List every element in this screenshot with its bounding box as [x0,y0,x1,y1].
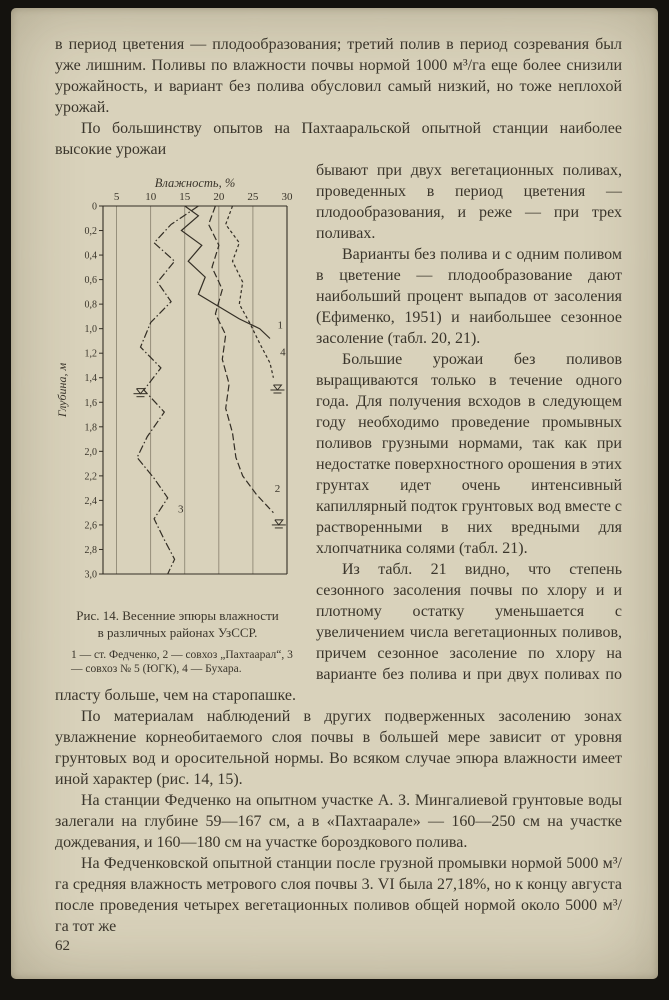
svg-text:2: 2 [274,482,281,495]
svg-text:4: 4 [280,346,286,359]
svg-text:1,6: 1,6 [84,397,97,409]
svg-text:1: 1 [277,319,283,332]
svg-text:2,0: 2,0 [84,446,97,458]
svg-text:0,8: 0,8 [84,299,97,311]
paragraph-5: Из табл. 21 видно, что степень сезонного засоления почвы по хлору и и плотному остатку уменьшается с увеличением числа вегетационных поливов, причем сезонное засоление по хлору на варианте без полива и при двух поливах по пласту больше, чем на старопашке. [55,561,622,704]
svg-text:1,4: 1,4 [84,373,97,385]
paragraph-4: Большие урожаи без поливов выращиваются только в течение одного года. Для получения всходов в следующем году необходимо проведение промывных поливов грузными нормами, так как при недостатке поверхностного орошения в этих грунтах идет очень интенсивный капиллярный подток грунтовых вод вместе с растворенными в них вредными для хлопчатника солями (табл. 21). [316,351,622,557]
paragraph-2-continued: бывают при двух вегетационных поливах, проведенных в период цветения — плодообразования, и реже — при трех поливах. [316,162,622,242]
moisture-depth-chart [55,176,300,600]
svg-text:1,0: 1,0 [84,324,97,336]
svg-text:30: 30 [281,191,293,203]
svg-text:3: 3 [177,503,184,516]
svg-text:2,8: 2,8 [84,544,97,556]
svg-text:3,0: 3,0 [84,569,97,581]
svg-text:0: 0 [92,201,97,213]
figure-legend: 1 — ст. Федченко, 2 — совхоз „Пахтаарал“, 3 — совхоз № 5 (ЮГК), 4 — Бухара. [71,649,293,675]
svg-text:Влажность, %: Влажность, % [154,176,236,190]
svg-text:1,8: 1,8 [84,422,97,434]
page-number: 62 [55,938,70,954]
svg-text:15: 15 [179,191,191,203]
paragraph-continuation: в период цветения — плодообразования; третий полив в период созревания был уже лишним. Поливы по влажности почвы нормой 1000 м³/га еще более снизили урожайность, и вариант без полива обусловил самый низкий, но тоже неплохой урожай. [55,36,622,116]
svg-text:25: 25 [247,191,259,203]
svg-text:Глубина, м: Глубина, м [55,362,69,418]
svg-text:2,2: 2,2 [84,471,97,483]
paragraph-3: Варианты без полива и с одним поливом в цветение — плодообразование дают наибольший процент выпадов от засоления (Ефименко, 1951) и наибольшее сезонное засоление (табл. 20, 21). [316,246,622,347]
page-content [11,8,658,979]
svg-text:5: 5 [113,191,120,203]
paragraph-7: На станции Федченко на опытном участке А. З. Мингалиевой грунтовые воды залегали на глубине 59—167 см, а в «Пахтаарале» — 160—250 см на участке дождевания, и 160—180 см на участке бороздкового полива. [55,792,622,851]
book-page [11,8,658,979]
paragraph-6: По материалам наблюдений в других подверженных засолению зонах увлажнение корнеобитаемого слоя почвы в большей мере зависит от уровня грунтовых вод и оросительной нормы. Во всяком случае эпюра влажности имеет иной характер (рис. 14, 15). [55,708,622,788]
paragraph-8: На Федченковской опытной станции после грузной промывки нормой 5000 м³/га средняя влажность метрового слоя почвы 3. VI была 27,18%, но к концу августа после проведения четырех вегетационных поливов общей нормой около 5000 м³/га тот же [55,855,622,935]
svg-text:0,2: 0,2 [84,226,97,238]
svg-text:0,4: 0,4 [84,250,97,262]
svg-text:1,2: 1,2 [84,348,97,360]
svg-text:10: 10 [145,191,157,203]
figure-14 [55,166,300,676]
svg-text:2,4: 2,4 [84,495,97,507]
paragraph-2-start: По большинству опытов на Пахтааральской опытной станции наиболее высокие урожаи [55,120,622,158]
figure-caption: Рис. 14. Весенние эпюры влажности в различных районах УзССР. [76,608,279,640]
svg-text:2,6: 2,6 [84,520,97,532]
svg-text:0,6: 0,6 [84,275,97,287]
svg-text:20: 20 [213,191,225,203]
